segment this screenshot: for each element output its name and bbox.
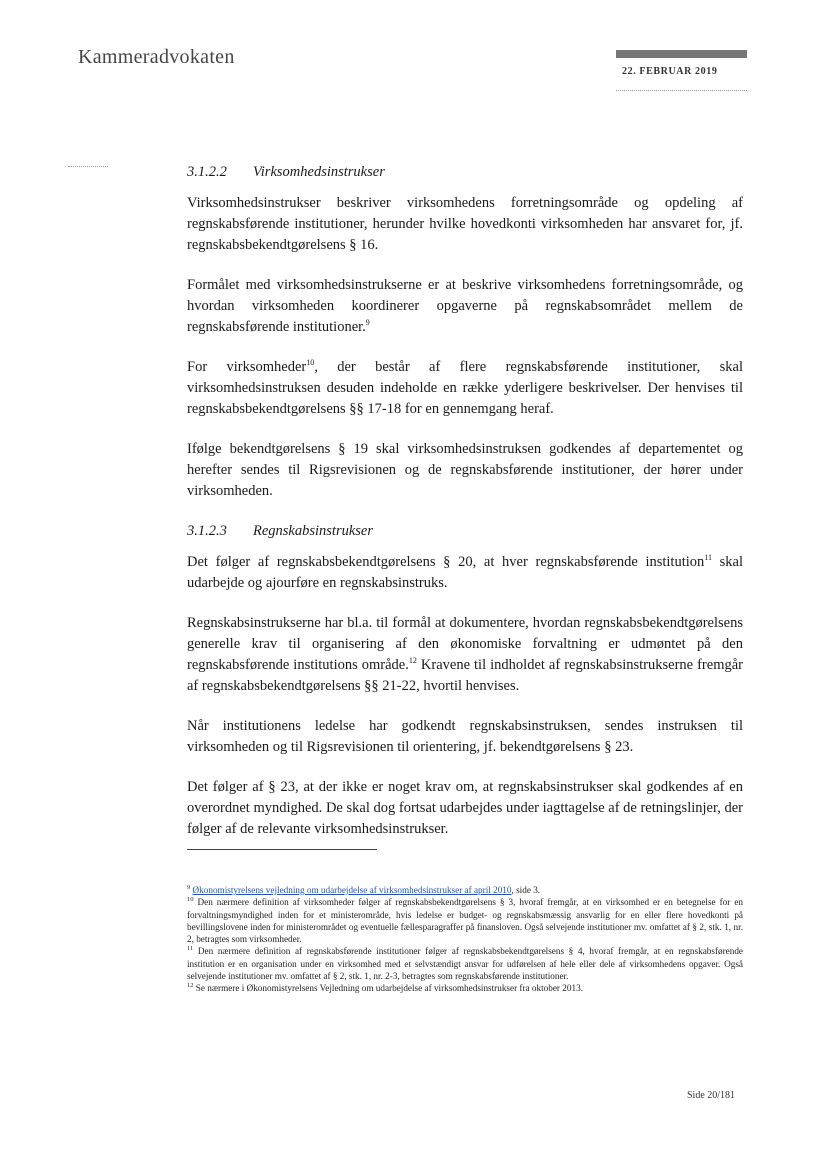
- paragraph-text: Regnskabsinstrukserne har bl.a. til formål at dokumentere, hvordan regnskabsbekendtgørelsens generelle krav til organisering af den økonomiske forvaltning er udmøntet på den regnskabsførende institutions område.: [187, 615, 743, 673]
- paragraph: Virksomhedsinstrukser beskriver virksomhedens forretningsområde og opdeling af regnskabsførende institutioner, herunder hvilke hovedkonti virksomheden har ansvaret for, jf. regnskabsbekendtgørelsens § 16.: [187, 195, 743, 253]
- margin-divider: [68, 166, 108, 167]
- section-title: Regnskabsinstrukser: [253, 523, 374, 539]
- document-body: [187, 162, 743, 840]
- footnote: [187, 945, 743, 982]
- paragraph: [187, 357, 743, 420]
- paragraph: Når institutionens ledelse har godkendt regnskabsinstruksen, sendes instruksen til virksomheden og til Rigsrevisionen til orientering, jf. bekendtgørelsens § 23.: [187, 718, 743, 755]
- footnote: [187, 884, 743, 896]
- page-number: Side 20/181: [687, 1090, 736, 1101]
- footnote-divider: [187, 849, 377, 850]
- paragraph-text: Kravene til indholdet af regnskabsinstrukserne fremgår af regnskabsbekendtgørelsens §§ 21-22, hvortil henvises.: [187, 657, 743, 694]
- footnote-number: 10: [187, 896, 194, 904]
- footnote: [187, 982, 743, 994]
- footnote-number: 9: [187, 883, 191, 891]
- paragraph-text: Det følger af regnskabsbekendtgørelsens § 20, at hver regnskabsførende institution: [187, 554, 705, 570]
- footnote-link[interactable]: Økonomistyrelsens vejledning om udarbejdelse af virksomhedsinstrukser af april 2010: [192, 885, 512, 895]
- paragraph-text: Formålet med virksomhedsinstrukserne er at beskrive virksomhedens forretningsområde, og hvordan virksomheden koordinerer opgaverne på regnskabsområdet mellem de regnskabsførende institutioner.: [187, 277, 743, 335]
- footnote-ref[interactable]: 12: [408, 656, 417, 666]
- paragraph: [187, 275, 743, 338]
- footnote-text: , side 3.: [511, 885, 541, 895]
- section-heading: [187, 521, 743, 542]
- section-heading: [187, 162, 743, 183]
- footnote-ref[interactable]: 9: [365, 318, 370, 328]
- footnote-text: Den nærmere definition af regnskabsførende institutioner følger af regnskabsbekendtgørelsens § 4, hvoraf fremgår, at en regnskabsførende institution er en organisation under en virksomhed med et selvstændigt ansvar for udførelsen af hele eller dele af virksomhedens opgaver. Også selvejende institutioner mv. omfattet af § 2, stk. 1, nr. 2-3, betragtes som regnskabsførende institutioner.: [187, 946, 743, 982]
- paragraph-text: For virksomheder: [187, 359, 307, 375]
- paragraph-text: skal udarbejde og ajourføre en regnskabsinstruks.: [187, 554, 744, 591]
- header-bar: [616, 50, 747, 58]
- footnote-number: 12: [187, 982, 194, 990]
- footnote-ref[interactable]: 11: [704, 553, 712, 563]
- header-divider: [616, 90, 747, 91]
- footnote: [187, 896, 743, 945]
- footnote-text: Se nærmere i Økonomistyrelsens Vejledning om udarbejdelse af virksomhedsinstrukser fra oktober 2013.: [195, 983, 583, 994]
- footnote-number: 11: [187, 945, 194, 953]
- paragraph: [187, 552, 743, 594]
- paragraph: Ifølge bekendtgørelsens § 19 skal virksomhedsinstruksen godkendes af departementet og herefter sendes til Rigsrevisionen og de regnskabsførende institutioner, der hører under virksomheden.: [187, 441, 743, 499]
- section-title: Virksomhedsinstrukser: [253, 164, 385, 180]
- footnote-text: Den nærmere definition af virksomheder følger af regnskabsbekendtgørelsens § 3, hvoraf fremgår, at en virksomhed er en betegnelse for en forvaltningsmyndighed inden for et ministerområde, hvis ledelse er budget- og regnskabsmæssig ansvarlig for en eller flere hovedkonti på bevillingslovene inden for ministerområdet og eventuelle fællesparagraffer på finansloven. Også selvejende institutioner mv. omfattet af § 2, stk. 1, nr. 2, betragtes som virksomheder.: [187, 897, 743, 945]
- document-date: 22. FEBRUAR 2019: [622, 66, 718, 77]
- section-number: 3.1.2.3: [187, 523, 227, 539]
- organization-name: Kammeradvokaten: [78, 46, 235, 68]
- footnotes: [187, 884, 743, 995]
- footnote-ref[interactable]: 10: [306, 358, 315, 368]
- paragraph-text: , der består af flere regnskabsførende institutioner, skal virksomhedsinstruksen desuden indeholde en række yderligere beskrivelser. Der henvises til regnskabsbekendtgørelsens §§ 17-18 for en gennemgang heraf.: [187, 359, 744, 417]
- paragraph: Det følger af § 23, at der ikke er noget krav om, at regnskabsinstrukser skal godkendes af en overordnet myndighed. De skal dog fortsat udarbejdes under iagttagelse af de retningslinjer, der følger af de relevante virksomhedsinstrukser.: [187, 779, 743, 837]
- section-number: 3.1.2.2: [187, 164, 227, 180]
- paragraph: [187, 613, 743, 697]
